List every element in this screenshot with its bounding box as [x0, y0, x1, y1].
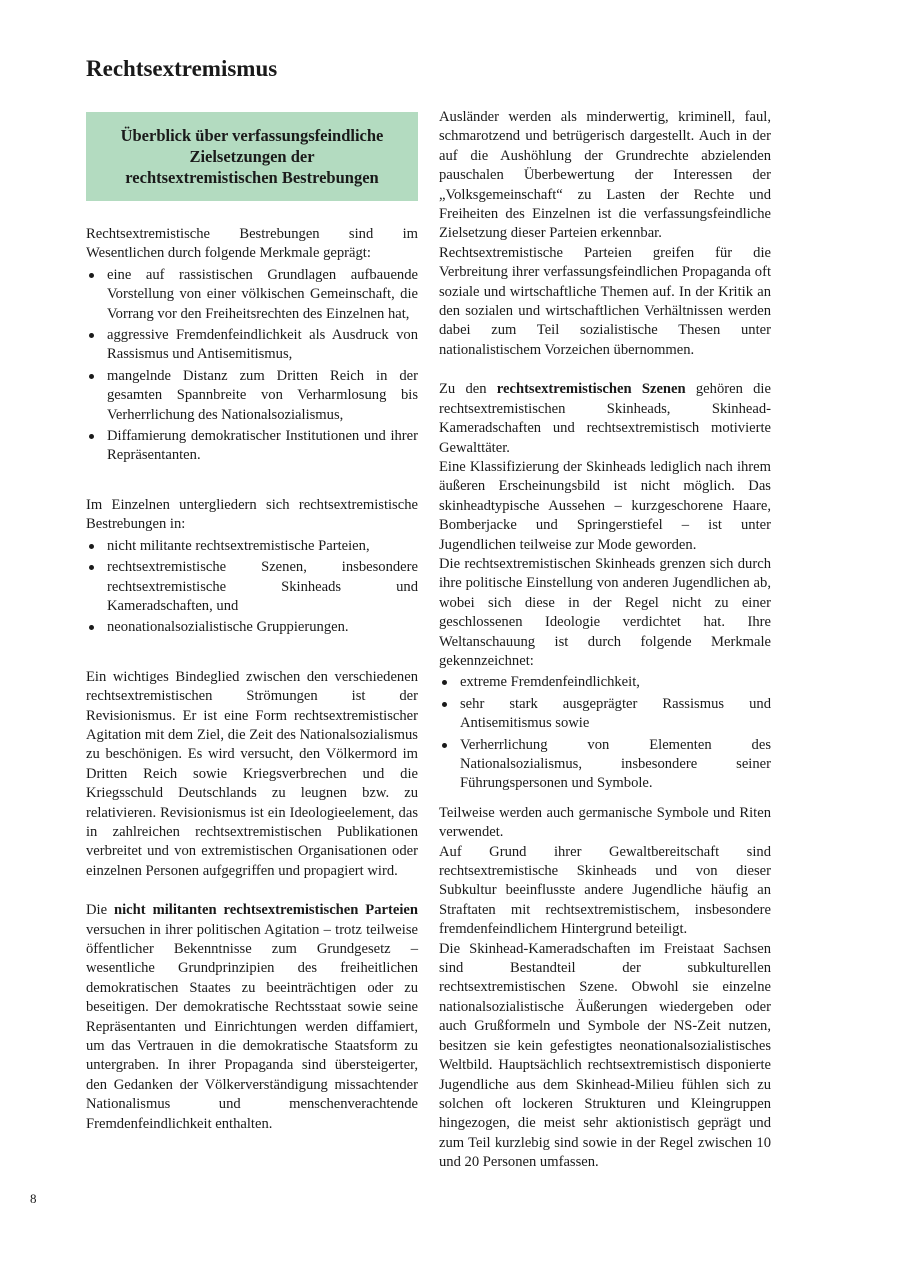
list-item: eine auf rassistischen Grundlagen aufbauende Vorstellung von einer völkischen Gemeinschaft, die Vorrang vor den Freiheitsrechten des Einzelnen hat,: [86, 266, 418, 324]
right-paragraph: Die Skinhead-Kameradschaften im Freistaat Sachsen sind Bestandteil der subkulturellen rechtsextremistischen Szene. Obwohl sie einzelne nationalsozialistische Äußerungen wiedergeben oder auch Grußformeln und Symbole der NS-Zeit nutzen, besitzen sie kein gefestigtes neonationalsozialistisches Weltbild. Hauptsächlich rechtsextremistisch disponierte Jugendliche aus dem Skinhead-Milieu fühlen sich zu solchen oft lockeren Strukturen und Kleingruppen hingezogen, die meist sehr aktionistisch geprägt und zum Teil kurzlebig sind sowie in der Regel zwischen 10 und 20 Personen umfassen.: [439, 940, 771, 1171]
features-intro: Rechtsextremistische Bestrebungen sind im Wesentlichen durch folgende Merkmale geprägt:: [86, 226, 418, 262]
features-list: [86, 266, 418, 466]
parties-emphasis: nicht militanten rechtsextremistischen Parteien: [114, 902, 418, 919]
list-item: rechtsextremistische Szenen, insbesondere rechtsextremistische Skinheads und Kameradschaften, und: [86, 558, 418, 616]
list-item: neonationalsozialistische Gruppierungen.: [86, 618, 418, 637]
revisionism-paragraph: Ein wichtiges Bindeglied zwischen den verschiedenen rechtsextremistischen Strömungen ist der Revisionismus. Er ist eine Form rechtsextremistischer Agitation mit dem Ziel, die Zeit des Nationalsozialismus zu beschönigen. Es wird versucht, den Völkermord im Dritten Reich sowie Kriegsverbrechen und die Kriegsschuld Deutschlands zu leugnen bzw. zu relativieren. Revisionismus ist ein Ideologieelement, das in zahlreichen rechtsextremistischen Publikationen verbreitet und von extremistischen Organisationen oder einzelnen Personen aufgegriffen und propagiert wird.: [86, 668, 418, 879]
overview-box-line: Zielsetzungen der: [189, 147, 315, 166]
page-title: Rechtsextremismus: [86, 56, 278, 81]
scenes-emphasis: rechtsextremistischen Szenen: [496, 381, 686, 398]
scenes-paragraph: [439, 380, 771, 458]
overview-box: [86, 112, 418, 201]
scenes-post: gehören die rechtsextremistischen Skinheads, Skinhead-Kameradschaften und rechtsextremistisch motivierte Gewalttäter.: [439, 381, 771, 456]
overview-box-line: rechtsextremistischen Bestrebungen: [125, 168, 379, 187]
parties-paragraph: [86, 901, 418, 1134]
subdivisions-list: [86, 537, 418, 638]
list-item: Verherrlichung von Elementen des Nationalsozialismus, insbesondere seiner Führungspersonen und Symbole.: [439, 736, 771, 794]
right-paragraph: Rechtsextremistische Parteien greifen für die Verbreitung ihrer verfassungsfeindlichen Propaganda oft soziale und wirtschaftliche Themen auf. In der Kritik an den sozialen und wirtschaftlichen Verhältnissen werden dabei zum Teil sozialistische Thesen unter nationalistischem Vorzeichen übernommen.: [439, 244, 771, 358]
list-item: extreme Fremdenfeindlichkeit,: [439, 673, 771, 692]
page-number: 8: [30, 1191, 37, 1206]
overview-box-line: Überblick über verfassungsfeindliche: [120, 126, 384, 145]
parties-pre: Die: [86, 902, 115, 919]
scenes-pre: Zu den: [439, 381, 497, 398]
list-item: aggressive Fremdenfeindlichkeit als Ausdruck von Rassismus und Antisemitismus,: [86, 326, 418, 365]
parties-post: versuchen in ihrer politischen Agitation – trotz teilweise öffentlicher Bekenntnisse zum Grundgesetz – wesentliche Grundprinzipien des freiheitlichen demokratischen Staates zu beeinträchtigen oder zu beseitigen. Der demokratische Rechtsstaat sowie seine Repräsentanten und Einrichtungen werden diffamiert, um das Vertrauen in die demokratische Staatsform zu untergraben. In ihrer Propaganda sind übersteigerter, den Gedanken der Völkerverständigung missachtender Nationalismus und menschenverachtende Fremdenfeindlichkeit enthalten.: [86, 921, 418, 1132]
left-column: [86, 112, 418, 1134]
right-paragraph: Die rechtsextremistischen Skinheads grenzen sich durch ihre politische Einstellung von anderen Jugendlichen ab, wobei sich diese in der Regel nicht zu einer geschlossenen Ideologie verdichtet hat. Ihre Weltanschauung ist durch folgende Merkmale gekennzeichnet:: [439, 555, 771, 669]
right-paragraph: Ausländer werden als minderwertig, kriminell, faul, schmarotzend und betrügerisch dargestellt. Auch in der auf die Aushöhlung der Grundrechte abzielenden pauschalen Überbewertung der Interessen der „Volksgemeinschaft“ zu Lasten der Rechte und Freiheiten des Einzelnen ist die verfassungsfeindliche Zielsetzung dieser Parteien erkennbar.: [439, 109, 771, 242]
subdivide-intro: Im Einzelnen untergliedern sich rechtsextremistische Bestrebungen in:: [86, 496, 418, 533]
right-column: [439, 108, 771, 1173]
list-item: sehr stark ausgeprägter Rassismus und Antisemitismus sowie: [439, 695, 771, 734]
list-item: nicht militante rechtsextremistische Parteien,: [86, 537, 418, 556]
skinhead-features-list: [439, 673, 771, 793]
list-item: mangelnde Distanz zum Dritten Reich in der gesamten Spannbreite von Verharmlosung bis Verherrlichung des Nationalsozialismus,: [86, 367, 418, 425]
right-paragraph: Auf Grund ihrer Gewaltbereitschaft sind rechtsextremistische Skinheads und von dieser Subkultur beeinflusste andere Jugendliche häufig an Straftaten mit rechtsextremistischem, insbesondere fremdenfeindlichem Hintergrund beteiligt.: [439, 843, 771, 938]
right-paragraph: Eine Klassifizierung der Skinheads lediglich nach ihrem äußeren Erscheinungsbild ist nicht möglich. Das skinheadtypische Aussehen – kurzgeschorene Haare, Bomberjacke und Springerstiefel – ist unter Jugendlichen teilweise zur Mode geworden.: [439, 458, 771, 553]
right-paragraph: Teilweise werden auch germanische Symbole und Riten verwendet.: [439, 804, 771, 841]
list-item: Diffamierung demokratischer Institutionen und ihrer Repräsentanten.: [86, 427, 418, 466]
